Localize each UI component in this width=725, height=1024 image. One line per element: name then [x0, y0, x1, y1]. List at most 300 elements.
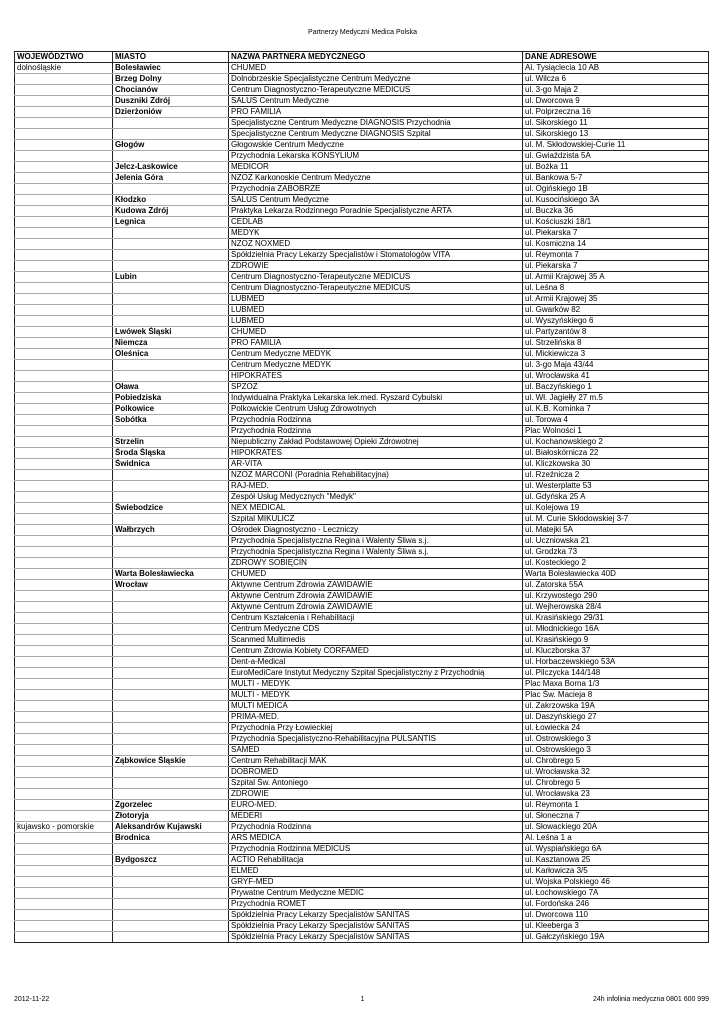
cell-nazwa: CHUMED — [229, 569, 523, 580]
cell-miasto: Bolesławiec — [113, 63, 229, 74]
cell-nazwa: Przychodnia Przy Łowieckiej — [229, 723, 523, 734]
cell-wojewodztwo — [15, 316, 113, 327]
cell-miasto — [113, 316, 229, 327]
cell-wojewodztwo — [15, 239, 113, 250]
cell-nazwa: Spółdzielnia Pracy Lekarzy Specjalistów i Stomatologów VITA — [229, 250, 523, 261]
cell-adres: ul. Kluczborska 37 — [523, 646, 709, 657]
cell-miasto: Brodnica — [113, 833, 229, 844]
cell-nazwa: Dent-a-Medical — [229, 657, 523, 668]
cell-adres: ul. Kosteckiego 2 — [523, 558, 709, 569]
cell-nazwa: ZDROWIE — [229, 789, 523, 800]
cell-adres: ul. Kościuszki 18/1 — [523, 217, 709, 228]
cell-miasto: Dzierżoniów — [113, 107, 229, 118]
cell-miasto: Ząbkowice Śląskie — [113, 756, 229, 767]
cell-adres: ul. Krasińskiego 29/31 — [523, 613, 709, 624]
cell-miasto — [113, 558, 229, 569]
cell-nazwa: CHUMED — [229, 63, 523, 74]
cell-adres: ul. Krzywostego 290 — [523, 591, 709, 602]
cell-nazwa: GRYF-MED — [229, 877, 523, 888]
table-row — [15, 283, 709, 294]
cell-wojewodztwo — [15, 481, 113, 492]
cell-nazwa: Centrum Medyczne MEDYK — [229, 360, 523, 371]
cell-miasto — [113, 690, 229, 701]
cell-miasto — [113, 360, 229, 371]
table-row — [15, 492, 709, 503]
cell-wojewodztwo — [15, 261, 113, 272]
cell-adres: ul. Fordońska 246 — [523, 899, 709, 910]
cell-nazwa: Przychodnia Specjalistyczno-Rehabilitacyjna PULSANTIS — [229, 734, 523, 745]
cell-miasto: Kudowa Zdrój — [113, 206, 229, 217]
cell-miasto — [113, 866, 229, 877]
cell-adres: ul. Rzeźnicza 2 — [523, 470, 709, 481]
cell-wojewodztwo — [15, 503, 113, 514]
cell-adres: ul. Matejki 5A — [523, 525, 709, 536]
cell-nazwa: Szpital Św. Antoniego — [229, 778, 523, 789]
table-row — [15, 877, 709, 888]
cell-nazwa: MEDYK — [229, 228, 523, 239]
column-header-wojewodztwo: WOJEWÓDZTWO — [15, 52, 113, 63]
table-row — [15, 371, 709, 382]
cell-adres: ul. Zakrzowska 19A — [523, 701, 709, 712]
cell-nazwa: ARS MEDICA — [229, 833, 523, 844]
cell-wojewodztwo — [15, 646, 113, 657]
cell-adres: ul. Horbaczewskiego 53A — [523, 657, 709, 668]
cell-adres: ul. Kasztanowa 25 — [523, 855, 709, 866]
cell-nazwa: NZOZ MARCONI (Poradnia Rehabilitacyjna) — [229, 470, 523, 481]
table-row — [15, 547, 709, 558]
table-row — [15, 503, 709, 514]
table-row — [15, 668, 709, 679]
cell-wojewodztwo — [15, 426, 113, 437]
cell-adres: ul. Białoskórnicza 22 — [523, 448, 709, 459]
table-row — [15, 393, 709, 404]
table-row — [15, 481, 709, 492]
cell-miasto — [113, 701, 229, 712]
cell-nazwa: Centrum Zdrowia Kobiety CORFAMED — [229, 646, 523, 657]
cell-miasto — [113, 844, 229, 855]
cell-miasto: Lubin — [113, 272, 229, 283]
partners-table-body — [15, 52, 709, 943]
table-row — [15, 558, 709, 569]
cell-nazwa: Praktyka Lekarza Rodzinnego Poradnie Specjalistyczne ARTA — [229, 206, 523, 217]
cell-miasto — [113, 932, 229, 943]
cell-nazwa: NZOZ NOXMED — [229, 239, 523, 250]
cell-nazwa: EuroMediCare Instytut Medyczny Szpital Specjalistyczny z Przychodnią — [229, 668, 523, 679]
cell-nazwa: PRO FAMILIA — [229, 338, 523, 349]
cell-miasto — [113, 602, 229, 613]
cell-miasto: Niemcza — [113, 338, 229, 349]
cell-wojewodztwo — [15, 712, 113, 723]
cell-wojewodztwo — [15, 690, 113, 701]
cell-nazwa: Centrum Kształcenia i Rehabilitacji — [229, 613, 523, 624]
cell-nazwa: LUBMED — [229, 305, 523, 316]
cell-nazwa: MEDICOR — [229, 162, 523, 173]
cell-adres: ul. Kleeberga 3 — [523, 921, 709, 932]
cell-nazwa: EURO-MED. — [229, 800, 523, 811]
cell-wojewodztwo — [15, 283, 113, 294]
cell-adres: ul. 3-go Maja 2 — [523, 85, 709, 96]
cell-adres: ul. Gwarków 82 — [523, 305, 709, 316]
cell-adres: ul. K.B. Kominka 7 — [523, 404, 709, 415]
table-row — [15, 701, 709, 712]
cell-nazwa: SALUS Centrum Medyczne — [229, 195, 523, 206]
table-row — [15, 789, 709, 800]
table-row — [15, 118, 709, 129]
cell-adres: ul. Piekarska 7 — [523, 228, 709, 239]
cell-wojewodztwo — [15, 668, 113, 679]
cell-wojewodztwo — [15, 459, 113, 470]
cell-miasto: Jelenia Góra — [113, 173, 229, 184]
table-row — [15, 316, 709, 327]
cell-wojewodztwo — [15, 844, 113, 855]
cell-nazwa: PRO FAMILIA — [229, 107, 523, 118]
cell-wojewodztwo — [15, 536, 113, 547]
cell-wojewodztwo — [15, 888, 113, 899]
cell-nazwa: Przychodnia ROMET — [229, 899, 523, 910]
cell-wojewodztwo — [15, 151, 113, 162]
table-row — [15, 712, 709, 723]
partners-table — [14, 51, 709, 943]
cell-adres: ul. Wojska Polskiego 46 — [523, 877, 709, 888]
table-row — [15, 272, 709, 283]
cell-wojewodztwo — [15, 250, 113, 261]
cell-nazwa: Centrum Rehabilitacji MAK — [229, 756, 523, 767]
cell-adres: ul. Buczka 36 — [523, 206, 709, 217]
cell-miasto — [113, 426, 229, 437]
cell-nazwa: Głogowskie Centrum Medyczne — [229, 140, 523, 151]
cell-wojewodztwo — [15, 140, 113, 151]
table-row — [15, 415, 709, 426]
table-row — [15, 756, 709, 767]
table-row — [15, 426, 709, 437]
cell-adres: ul. Westerplatte 53 — [523, 481, 709, 492]
footer-hotline: 24h infolinia medyczna 0801 600 999 — [593, 996, 709, 1003]
cell-nazwa: RAJ-MED. — [229, 481, 523, 492]
cell-miasto: Sobótka — [113, 415, 229, 426]
cell-adres: ul. Karłowicza 3/5 — [523, 866, 709, 877]
cell-wojewodztwo — [15, 85, 113, 96]
cell-wojewodztwo — [15, 602, 113, 613]
cell-miasto: Głogów — [113, 140, 229, 151]
table-row — [15, 360, 709, 371]
cell-adres: ul. Reymonta 1 — [523, 800, 709, 811]
cell-adres: Plac Wolności 1 — [523, 426, 709, 437]
cell-adres: ul. Grodzka 73 — [523, 547, 709, 558]
cell-nazwa: Przychodnia Rodzinna — [229, 415, 523, 426]
cell-wojewodztwo — [15, 921, 113, 932]
cell-wojewodztwo — [15, 525, 113, 536]
cell-adres: ul. Ogińskiego 1B — [523, 184, 709, 195]
cell-miasto: Jelcz-Laskowice — [113, 162, 229, 173]
table-row — [15, 74, 709, 85]
footer-date: 2012-11-22 — [14, 996, 50, 1003]
cell-nazwa: Zespół Usług Medycznych "Medyk" — [229, 492, 523, 503]
table-row — [15, 613, 709, 624]
cell-miasto — [113, 228, 229, 239]
cell-adres: ul. Leśna 8 — [523, 283, 709, 294]
cell-miasto — [113, 888, 229, 899]
cell-wojewodztwo — [15, 514, 113, 525]
table-row — [15, 657, 709, 668]
cell-nazwa: SALUS Centrum Medyczne — [229, 96, 523, 107]
table-row — [15, 349, 709, 360]
cell-nazwa: MULTI MEDICA — [229, 701, 523, 712]
cell-miasto: Chocianów — [113, 85, 229, 96]
cell-miasto: Wałbrzych — [113, 525, 229, 536]
cell-wojewodztwo — [15, 492, 113, 503]
cell-nazwa: LUBMED — [229, 294, 523, 305]
cell-adres: Al. Tysiąclecia 10 AB — [523, 63, 709, 74]
cell-nazwa: Spółdzielnia Pracy Lekarzy Specjalistów SANITAS — [229, 932, 523, 943]
cell-wojewodztwo: dolnośląskie — [15, 63, 113, 74]
cell-miasto — [113, 734, 229, 745]
table-row — [15, 195, 709, 206]
cell-nazwa: ELMED — [229, 866, 523, 877]
cell-miasto — [113, 294, 229, 305]
cell-wojewodztwo — [15, 206, 113, 217]
table-row — [15, 646, 709, 657]
cell-adres: ul. Sikorskiego 13 — [523, 129, 709, 140]
cell-wojewodztwo — [15, 756, 113, 767]
cell-nazwa: HIPOKRATES — [229, 448, 523, 459]
cell-adres: ul. Słoneczna 7 — [523, 811, 709, 822]
cell-adres: ul. Wyspiańskiego 6A — [523, 844, 709, 855]
cell-miasto — [113, 624, 229, 635]
cell-wojewodztwo — [15, 195, 113, 206]
cell-nazwa: NZOZ Karkonoskie Centrum Medyczne — [229, 173, 523, 184]
cell-adres: ul. Sikorskiego 11 — [523, 118, 709, 129]
cell-wojewodztwo — [15, 778, 113, 789]
cell-wojewodztwo — [15, 437, 113, 448]
cell-adres: ul. Piekarska 7 — [523, 261, 709, 272]
table-row — [15, 734, 709, 745]
cell-miasto: Aleksandrów Kujawski — [113, 822, 229, 833]
cell-miasto: Bydgoszcz — [113, 855, 229, 866]
cell-miasto — [113, 184, 229, 195]
cell-adres: ul. Wrocławska 32 — [523, 767, 709, 778]
cell-wojewodztwo — [15, 404, 113, 415]
cell-miasto — [113, 492, 229, 503]
cell-wojewodztwo — [15, 96, 113, 107]
table-row — [15, 778, 709, 789]
cell-adres: Plac Maxa Borna 1/3 — [523, 679, 709, 690]
cell-nazwa: Prywatne Centrum Medyczne MEDIC — [229, 888, 523, 899]
cell-adres: ul. Wyszyńskiego 6 — [523, 316, 709, 327]
table-row — [15, 448, 709, 459]
cell-wojewodztwo — [15, 932, 113, 943]
cell-wojewodztwo — [15, 558, 113, 569]
cell-miasto: Środa Śląska — [113, 448, 229, 459]
table-row — [15, 470, 709, 481]
cell-adres: ul. Gwiaździsta 5A — [523, 151, 709, 162]
cell-miasto — [113, 547, 229, 558]
cell-miasto — [113, 877, 229, 888]
table-row — [15, 690, 709, 701]
cell-nazwa: Przychodnia Rodzinna — [229, 822, 523, 833]
cell-adres: ul. Mickiewicza 3 — [523, 349, 709, 360]
table-row — [15, 85, 709, 96]
cell-miasto — [113, 118, 229, 129]
table-row — [15, 932, 709, 943]
column-header-adres: DANE ADRESOWE — [523, 52, 709, 63]
cell-miasto: Kłodzko — [113, 195, 229, 206]
cell-miasto: Warta Bolesławiecka — [113, 569, 229, 580]
table-row — [15, 723, 709, 734]
cell-nazwa: CHUMED — [229, 327, 523, 338]
cell-wojewodztwo — [15, 613, 113, 624]
cell-nazwa: Niepubliczny Zakład Podstawowej Opieki Zdrowotnej — [229, 437, 523, 448]
table-row — [15, 228, 709, 239]
cell-adres: ul. M. Skłodowskiej-Curie 11 — [523, 140, 709, 151]
cell-nazwa: Aktywne Centrum Zdrowia ZAWIDAWIE — [229, 580, 523, 591]
table-row — [15, 382, 709, 393]
cell-miasto — [113, 657, 229, 668]
cell-wojewodztwo — [15, 767, 113, 778]
cell-adres: ul. Wilcza 6 — [523, 74, 709, 85]
cell-adres: ul. Kusocińskiego 3A — [523, 195, 709, 206]
cell-adres: ul. Kolejowa 19 — [523, 503, 709, 514]
cell-nazwa: MULTI - MEDYK — [229, 690, 523, 701]
table-row — [15, 261, 709, 272]
cell-adres: ul. Pilczycka 144/148 — [523, 668, 709, 679]
cell-adres: ul. Krasińskiego 9 — [523, 635, 709, 646]
cell-miasto: Duszniki Zdrój — [113, 96, 229, 107]
cell-nazwa: Specjalistyczne Centrum Medyczne DIAGNOSIS Przychodnia — [229, 118, 523, 129]
cell-wojewodztwo — [15, 305, 113, 316]
cell-wojewodztwo — [15, 624, 113, 635]
table-row — [15, 767, 709, 778]
cell-miasto — [113, 129, 229, 140]
table-row — [15, 536, 709, 547]
cell-nazwa: Szpital MIKULICZ — [229, 514, 523, 525]
cell-wojewodztwo — [15, 228, 113, 239]
cell-adres: ul. Baczyńskiego 1 — [523, 382, 709, 393]
cell-miasto: Złotoryja — [113, 811, 229, 822]
table-row — [15, 525, 709, 536]
table-row — [15, 173, 709, 184]
cell-nazwa: SAMED — [229, 745, 523, 756]
cell-nazwa: Przychodnia Specjalistyczna Regina i Walenty Śliwa s.j. — [229, 536, 523, 547]
cell-nazwa: Ośrodek Diagnostyczno - Leczniczy — [229, 525, 523, 536]
cell-adres: ul. Wrocławska 23 — [523, 789, 709, 800]
cell-miasto: Świebodzice — [113, 503, 229, 514]
cell-wojewodztwo — [15, 580, 113, 591]
cell-nazwa: Przychodnia ZABOBRZE — [229, 184, 523, 195]
cell-miasto — [113, 514, 229, 525]
cell-adres: ul. Gałczyńskiego 19A — [523, 932, 709, 943]
cell-adres: Al. Leśna 1 a — [523, 833, 709, 844]
table-row — [15, 239, 709, 250]
cell-adres: ul. Słowackiego 20A — [523, 822, 709, 833]
table-row — [15, 679, 709, 690]
cell-nazwa: Przychodnia Rodzinna — [229, 426, 523, 437]
cell-miasto — [113, 250, 229, 261]
cell-adres: ul. Młodnickiego 16A — [523, 624, 709, 635]
cell-miasto — [113, 305, 229, 316]
cell-nazwa: Centrum Diagnostyczno-Terapeutyczne MEDICUS — [229, 283, 523, 294]
cell-adres: ul. Partyzantów 8 — [523, 327, 709, 338]
cell-miasto — [113, 668, 229, 679]
cell-wojewodztwo — [15, 349, 113, 360]
cell-nazwa: HIPOKRATES — [229, 371, 523, 382]
cell-nazwa: DOBROMED — [229, 767, 523, 778]
cell-nazwa: Przychodnia Specjalistyczna Regina i Walenty Śliwa s.j. — [229, 547, 523, 558]
cell-miasto — [113, 899, 229, 910]
cell-miasto: Pobiedziska — [113, 393, 229, 404]
table-row — [15, 866, 709, 877]
table-row — [15, 635, 709, 646]
cell-wojewodztwo — [15, 107, 113, 118]
cell-wojewodztwo — [15, 393, 113, 404]
cell-miasto — [113, 261, 229, 272]
cell-miasto — [113, 789, 229, 800]
cell-adres: ul. Kliczkowska 30 — [523, 459, 709, 470]
cell-adres: ul. Armii Krajowej 35 — [523, 294, 709, 305]
cell-adres: ul. Armii Krajowej 35 A — [523, 272, 709, 283]
table-row — [15, 305, 709, 316]
table-row — [15, 591, 709, 602]
cell-adres: ul. Reymonta 7 — [523, 250, 709, 261]
cell-wojewodztwo — [15, 129, 113, 140]
cell-wojewodztwo — [15, 734, 113, 745]
cell-adres: ul. Kochanowskiego 2 — [523, 437, 709, 448]
cell-miasto — [113, 712, 229, 723]
cell-miasto — [113, 591, 229, 602]
cell-nazwa: Przychodnia Rodzinna MEDICUS — [229, 844, 523, 855]
cell-adres: ul. Wrocławska 41 — [523, 371, 709, 382]
table-row — [15, 250, 709, 261]
cell-adres: ul. Strzelińska 8 — [523, 338, 709, 349]
cell-adres: ul. Ostrowskiego 3 — [523, 734, 709, 745]
table-row — [15, 327, 709, 338]
cell-nazwa: Scanmed Multimedis — [229, 635, 523, 646]
cell-wojewodztwo — [15, 448, 113, 459]
cell-wojewodztwo — [15, 74, 113, 85]
cell-wojewodztwo — [15, 877, 113, 888]
table-row — [15, 96, 709, 107]
cell-miasto: Zgorzelec — [113, 800, 229, 811]
table-row — [15, 294, 709, 305]
cell-miasto — [113, 921, 229, 932]
cell-wojewodztwo — [15, 811, 113, 822]
cell-wojewodztwo — [15, 547, 113, 558]
cell-wojewodztwo — [15, 470, 113, 481]
table-row — [15, 745, 709, 756]
cell-nazwa: NEX MEDICAL — [229, 503, 523, 514]
cell-wojewodztwo — [15, 591, 113, 602]
table-row — [15, 459, 709, 470]
cell-adres: Warta Bolesławiecka 40D — [523, 569, 709, 580]
cell-miasto — [113, 778, 229, 789]
cell-miasto — [113, 646, 229, 657]
table-row — [15, 63, 709, 74]
cell-miasto — [113, 679, 229, 690]
cell-miasto: Brzeg Dolny — [113, 74, 229, 85]
column-header-nazwa: NAZWA PARTNERA MEDYCZNEGO — [229, 52, 523, 63]
footer-page-number: 1 — [360, 996, 365, 1003]
cell-wojewodztwo — [15, 855, 113, 866]
cell-adres: ul. Łochowskiego 7A — [523, 888, 709, 899]
table-row — [15, 602, 709, 613]
cell-wojewodztwo — [15, 173, 113, 184]
table-row — [15, 162, 709, 173]
cell-adres: ul. M. Curie Skłodowskiej 3-7 — [523, 514, 709, 525]
cell-wojewodztwo — [15, 118, 113, 129]
cell-nazwa: Indywidualna Praktyka Lekarska lek.med. Ryszard Cybulski — [229, 393, 523, 404]
table-row — [15, 107, 709, 118]
cell-wojewodztwo — [15, 635, 113, 646]
cell-wojewodztwo — [15, 789, 113, 800]
